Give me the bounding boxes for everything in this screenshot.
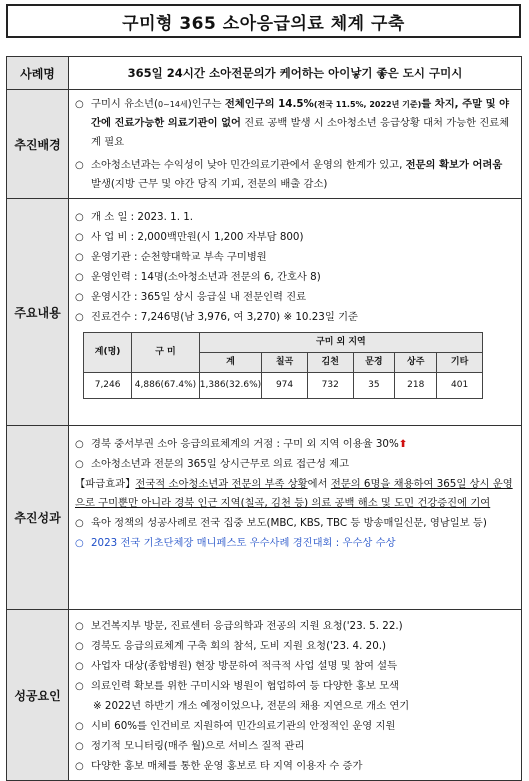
main-content-label: 주요내용 <box>7 199 69 426</box>
case-name-label: 사례명 <box>7 57 69 90</box>
list-item: ○ 사업자 대상(종합병원) 현장 방문하여 적극적 사업 설명 및 참여 설득 <box>75 657 515 676</box>
bullet-circle-icon: ○ <box>75 99 84 110</box>
results-row <box>7 426 522 610</box>
bullet-circle-icon: ○ <box>75 232 84 243</box>
list-item: ○ 경북도 응급의료체계 구축 회의 참석, 도비 지원 요청('23. 4. 20.) <box>75 637 515 656</box>
bullet-circle-icon: ○ <box>75 621 84 632</box>
list-item: ○ 소아청소년과는 수익성이 낮아 민간의료기관에서 운영의 한계가 있고, 전문의 확보가 어려움 발생(지방 근무 및 야간 당직 기피, 전문의 배출 감소) <box>75 156 515 194</box>
bullet-circle-icon: ○ <box>75 272 84 283</box>
list-item: ○ 진료건수 : 7,246명(남 3,976, 여 3,270) ※ 10.23일 기준 <box>75 308 515 327</box>
list-item: ○ 운영기관 : 순천향대학교 부속 구미병원 <box>75 248 515 267</box>
table-cell: 401 <box>437 373 483 399</box>
note-text: ※ 2022년 하반기 개소 예정이었으나, 전문의 채용 지연으로 개소 연기 <box>93 700 410 712</box>
list-item: ○ 소아청소년과 전문의 365일 상시근무로 의료 접근성 제고 <box>75 455 515 474</box>
results-content <box>69 426 522 610</box>
bullet-circle-icon: ○ <box>75 681 84 692</box>
bullet-circle-icon: ○ <box>75 160 84 171</box>
effect-paragraph: 【파급효과】전국적 소아청소년과 전문의 부족 상황에서 전문의 6명을 채용하여 365일 상시 운영으로 구미뿐만 아니라 경북 인근 지역(칠곡, 김천 등) 의료 공백 해소 및 도민 건강증진에 기여 <box>75 478 513 509</box>
stats-header-total: 계(명) <box>84 333 132 373</box>
list-item: ○ 운영시간 : 365일 상시 응급실 내 전문인력 진료 <box>75 288 515 307</box>
table-row <box>84 373 483 399</box>
results-label: 추진성과 <box>7 426 69 610</box>
list-item: ○ 경북 중서부권 소아 응급의료체계의 거점 : 구미 외 지역 이용율 30%⬆ <box>75 435 515 454</box>
list-item: ○ 시비 60%를 인건비로 지원하여 민간의료기관의 안정적인 운영 지원 <box>75 717 515 736</box>
stats-subheader: 문경 <box>353 353 395 373</box>
background-label: 추진배경 <box>7 90 69 199</box>
bullet-circle-icon: ○ <box>75 459 84 470</box>
list-item: ○ 개 소 일 : 2023. 1. 1. <box>75 208 515 227</box>
bullet-circle-icon: ○ <box>75 252 84 263</box>
stats-subheader: 계 <box>199 353 261 373</box>
page-title: 구미형 365 소아응급의료 체계 구축 <box>6 4 521 38</box>
success-label: 성공요인 <box>7 610 69 781</box>
header-row <box>7 57 522 90</box>
bullet-circle-icon: ○ <box>75 661 84 672</box>
table-cell: 35 <box>353 373 395 399</box>
bullet-circle-icon: ○ <box>75 538 84 549</box>
list-item: ○ 구미시 유소년(0~14세)인구는 전체인구의 14.5%(전국 11.5%, 2022년 기준)를 차지, 주말 및 야간에 진료가능한 의료기관이 없어 진료 공백 발생 시 소아청소년 응급상황 대처 가능한 진료체계 필요 <box>75 95 515 152</box>
main-content-row <box>7 199 522 426</box>
up-arrow-icon: ⬆ <box>398 438 408 450</box>
list-item: ○ 육아 정책의 성공사례로 전국 집중 보도(MBC, KBS, TBC 등 방송매일신문, 영남일보 등) <box>75 514 515 533</box>
table-cell: 4,886(67.4%) <box>132 373 200 399</box>
background-content <box>69 90 522 199</box>
table-cell: 974 <box>262 373 308 399</box>
stats-header-gumi: 구 미 <box>132 333 200 373</box>
case-table <box>6 56 522 781</box>
bullet-circle-icon: ○ <box>75 761 84 772</box>
list-item: ○ 다양한 홍보 매체를 통한 운영 홍보로 타 지역 이용자 수 증가 <box>75 757 515 776</box>
list-item: ○ 정기적 모니터링(매주 월)으로 서비스 질적 관리 <box>75 737 515 756</box>
list-item: ○ 보건복지부 방문, 진료센터 응급의학과 전공의 지원 요청('23. 5. 22.) <box>75 617 515 636</box>
stats-subheader: 기타 <box>437 353 483 373</box>
success-row <box>7 610 522 781</box>
case-name-value: 365일 24시간 소아전문의가 케어하는 아이낳기 좋은 도시 구미시 <box>69 57 522 90</box>
bullet-circle-icon: ○ <box>75 721 84 732</box>
list-item: ○ 2023 전국 기초단체장 매니페스토 우수사례 경진대회 : 우수상 수상 <box>75 534 515 553</box>
bullet-circle-icon: ○ <box>75 212 84 223</box>
table-cell: 7,246 <box>84 373 132 399</box>
background-row <box>7 90 522 199</box>
bullet-circle-icon: ○ <box>75 292 84 303</box>
main-content-body <box>69 199 522 426</box>
bullet-circle-icon: ○ <box>75 518 84 529</box>
stats-header-other: 구미 외 지역 <box>199 333 482 353</box>
list-item: ○ 운영인력 : 14명(소아청소년과 전문의 6, 간호사 8) <box>75 268 515 287</box>
bullet-circle-icon: ○ <box>75 312 84 323</box>
table-cell: 218 <box>395 373 437 399</box>
stats-subheader: 칠곡 <box>262 353 308 373</box>
list-item: ○ 사 업 비 : 2,000백만원(시 1,200 자부담 800) <box>75 228 515 247</box>
bullet-circle-icon: ○ <box>75 641 84 652</box>
stats-table <box>83 332 483 399</box>
stats-subheader: 상주 <box>395 353 437 373</box>
bullet-circle-icon: ○ <box>75 741 84 752</box>
success-content <box>69 610 522 781</box>
table-cell: 1,386(32.6%) <box>199 373 261 399</box>
table-cell: 732 <box>307 373 353 399</box>
stats-subheader: 김천 <box>307 353 353 373</box>
list-item: ○ 의료인력 확보를 위한 구미시와 병원이 협업하여 등 다양한 홍보 모색 <box>75 677 515 696</box>
bullet-circle-icon: ○ <box>75 439 84 450</box>
